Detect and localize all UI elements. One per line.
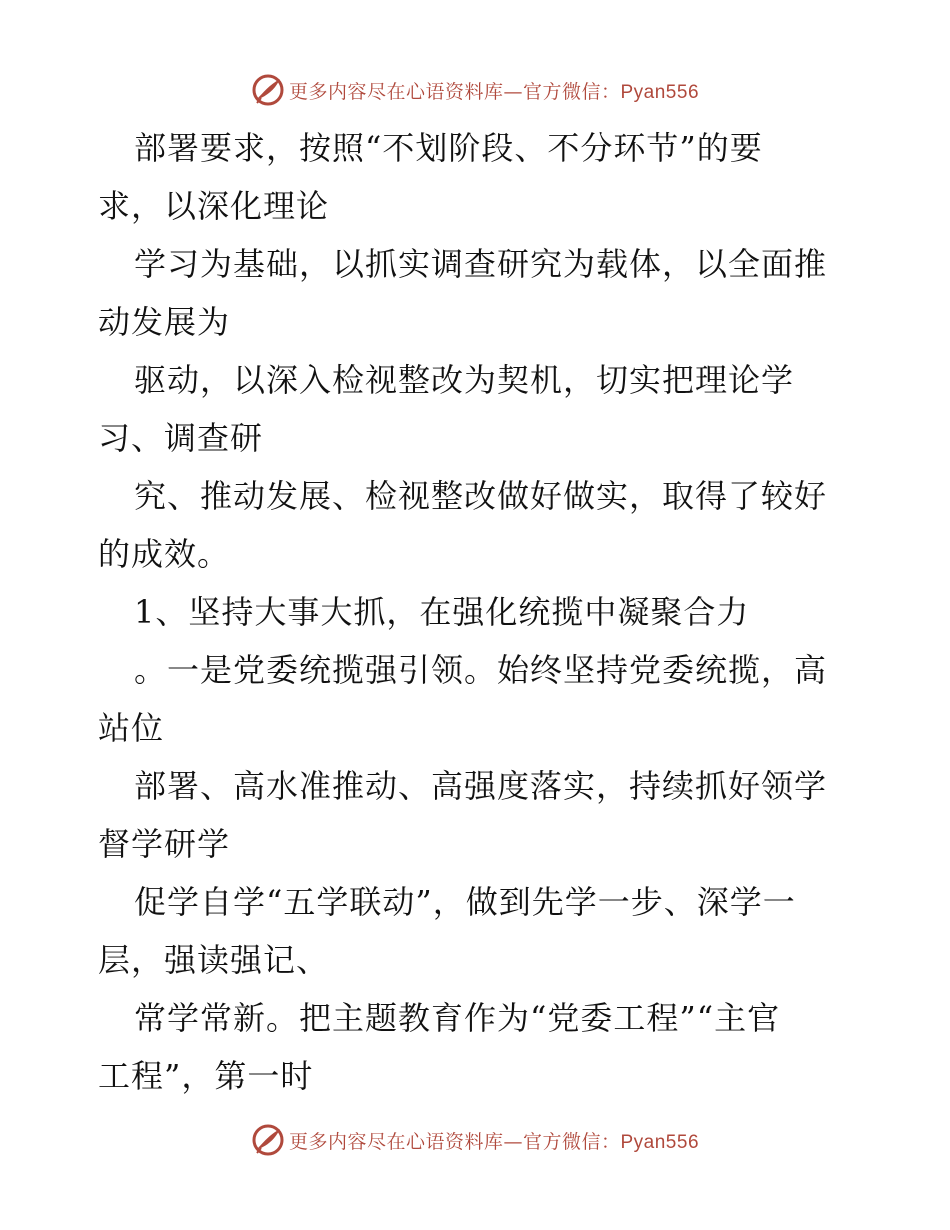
text-line: 层，强读强记、 <box>98 941 330 979</box>
text-line: 常学常新。把主题教育作为“党委工程”“主官 <box>134 999 781 1037</box>
footer-watermark <box>0 1120 950 1160</box>
text-line: 部署、高水准推动、高强度落实，持续抓好领学 <box>134 767 828 805</box>
text-line: 求，以深化理论 <box>98 187 330 225</box>
watermark-text: 更多内容尽在心语资料库—官方微信：Pyan556 <box>288 1130 700 1153</box>
text-line: 习、调查研 <box>98 419 264 457</box>
text-line: 学习为基础，以抓实调查研究为载体，以全面推 <box>134 245 828 283</box>
text-line: 部署要求，按照“不划阶段、不分环节”的要 <box>134 129 763 167</box>
text-line: 究、推动发展、检视整改做好做实，取得了较好 <box>134 477 828 515</box>
section-heading: 1、坚持大事大抓，在强化统揽中凝聚合力 <box>134 593 750 631</box>
text-line: 驱动，以深入检视整改为契机，切实把理论学 <box>134 361 795 399</box>
quill-logo-icon <box>251 1123 285 1157</box>
text-line: 动发展为 <box>98 303 231 341</box>
text-line: 督学研学 <box>98 825 231 863</box>
watermark-text: 更多内容尽在心语资料库—官方微信：Pyan556 <box>288 80 700 103</box>
text-line: 。一是党委统揽强引领。始终坚持党委统揽，高 <box>134 651 828 689</box>
text-line: 的成效。 <box>98 535 231 573</box>
text-line: 站位 <box>98 709 165 747</box>
text-line: 工程”，第一时 <box>98 1057 314 1095</box>
text-line: 促学自学“五学联动”，做到先学一步、深学一 <box>134 883 796 921</box>
